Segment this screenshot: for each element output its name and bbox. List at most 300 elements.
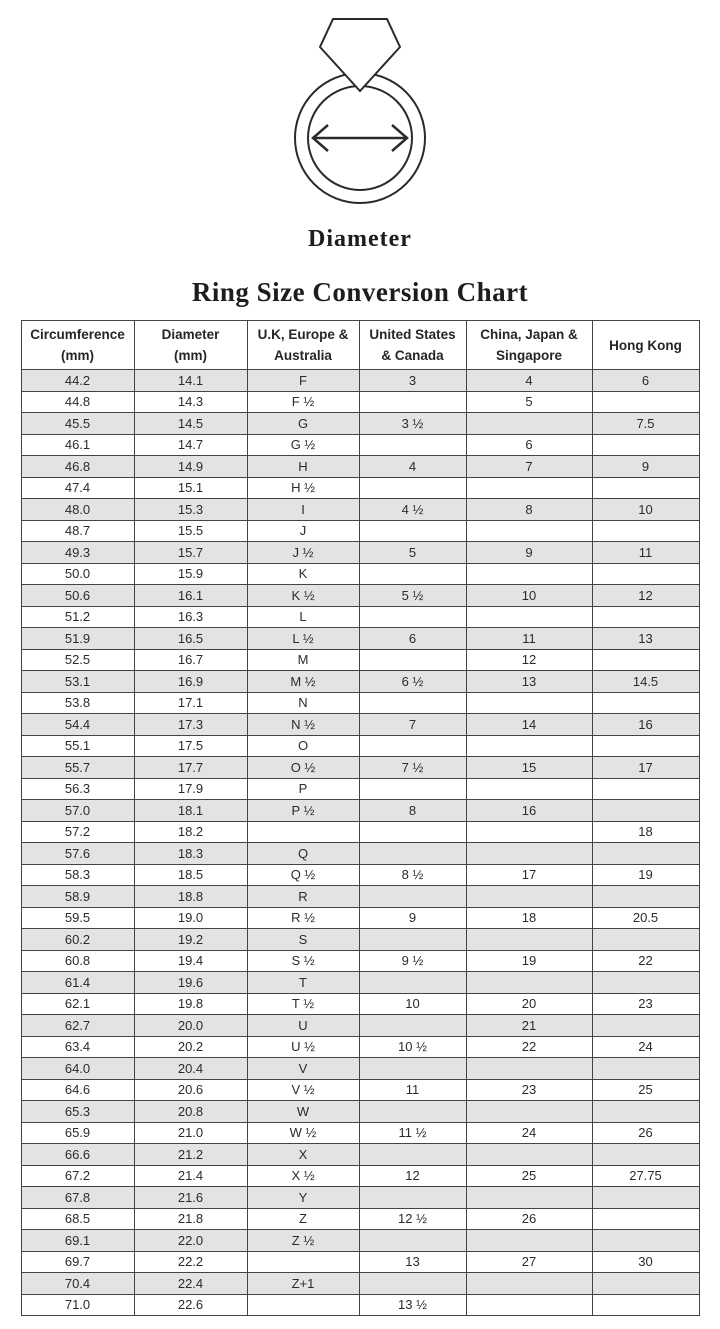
table-cell: 4 (466, 370, 592, 392)
table-cell: 69.1 (21, 1230, 134, 1252)
table-cell: 60.2 (21, 929, 134, 951)
table-cell: W (247, 1101, 359, 1123)
table-cell: 5 (359, 542, 466, 564)
table-cell: O ½ (247, 757, 359, 779)
table-cell (592, 778, 699, 800)
table-cell: 65.9 (21, 1122, 134, 1144)
table-cell: 59.5 (21, 907, 134, 929)
table-row (21, 1036, 699, 1058)
table-cell (592, 1230, 699, 1252)
table-cell: 7 (359, 714, 466, 736)
table-cell (359, 391, 466, 413)
table-cell: M ½ (247, 671, 359, 693)
table-cell: 21.6 (134, 1187, 247, 1209)
table-cell (592, 929, 699, 951)
table-cell: 12 ½ (359, 1208, 466, 1230)
table-row (21, 456, 699, 478)
table-cell: 9 (359, 907, 466, 929)
table-cell: U (247, 1015, 359, 1037)
table-row (21, 886, 699, 908)
table-cell (592, 1015, 699, 1037)
table-cell (592, 1294, 699, 1316)
table-row (21, 1273, 699, 1295)
table-cell: 19 (592, 864, 699, 886)
table-cell: 60.8 (21, 950, 134, 972)
table-cell: 10 (592, 499, 699, 521)
table-cell: 22.4 (134, 1273, 247, 1295)
table-cell: 16.7 (134, 649, 247, 671)
table-cell: 5 ½ (359, 585, 466, 607)
table-cell: 18.5 (134, 864, 247, 886)
table-cell: 26 (466, 1208, 592, 1230)
table-cell (466, 778, 592, 800)
table-cell: P ½ (247, 800, 359, 822)
table-cell: 14.7 (134, 434, 247, 456)
table-cell: 25 (592, 1079, 699, 1101)
table-cell: 18.1 (134, 800, 247, 822)
table-row (21, 950, 699, 972)
table-cell: 50.6 (21, 585, 134, 607)
table-cell: 19.2 (134, 929, 247, 951)
table-cell: 55.7 (21, 757, 134, 779)
table-cell (592, 1273, 699, 1295)
table-row (21, 1251, 699, 1273)
table-cell: 15.5 (134, 520, 247, 542)
table-row (21, 907, 699, 929)
table-cell: 10 (466, 585, 592, 607)
table-cell (592, 886, 699, 908)
table-row (21, 821, 699, 843)
column-header: Hong Kong (592, 321, 699, 370)
table-cell: 17.3 (134, 714, 247, 736)
table-cell (466, 929, 592, 951)
table-cell: 13 (592, 628, 699, 650)
table-cell: 20.2 (134, 1036, 247, 1058)
table-cell: 15 (466, 757, 592, 779)
table-row (21, 606, 699, 628)
table-header-row (21, 321, 699, 370)
table-cell (592, 520, 699, 542)
table-cell: 13 (466, 671, 592, 693)
table-cell (359, 520, 466, 542)
table-cell (466, 1058, 592, 1080)
table-cell: 10 (359, 993, 466, 1015)
table-cell: G ½ (247, 434, 359, 456)
table-cell: 15.9 (134, 563, 247, 585)
table-row (21, 370, 699, 392)
table-cell: T ½ (247, 993, 359, 1015)
table-cell: J (247, 520, 359, 542)
table-cell: S ½ (247, 950, 359, 972)
table-cell: W ½ (247, 1122, 359, 1144)
table-cell (466, 563, 592, 585)
table-cell (592, 1208, 699, 1230)
table-cell (592, 843, 699, 865)
table-cell: 22.2 (134, 1251, 247, 1273)
table-cell (466, 477, 592, 499)
table-cell (359, 1058, 466, 1080)
table-cell (466, 1101, 592, 1123)
table-cell: 18.8 (134, 886, 247, 908)
table-cell: 20.0 (134, 1015, 247, 1037)
table-cell: N (247, 692, 359, 714)
table-cell: 27 (466, 1251, 592, 1273)
table-cell: 57.2 (21, 821, 134, 843)
table-row (21, 1187, 699, 1209)
table-cell: 20.5 (592, 907, 699, 929)
ring-diameter-icon (285, 14, 435, 206)
table-cell (592, 434, 699, 456)
table-cell: 17.5 (134, 735, 247, 757)
page-title: Ring Size Conversion Chart (191, 277, 529, 307)
table-cell: P (247, 778, 359, 800)
table-cell: 24 (466, 1122, 592, 1144)
table-row (21, 585, 699, 607)
table-cell: 22.0 (134, 1230, 247, 1252)
table-cell: F (247, 370, 359, 392)
table-cell: R ½ (247, 907, 359, 929)
table-cell: 65.3 (21, 1101, 134, 1123)
table-cell: 70.4 (21, 1273, 134, 1295)
table-cell (592, 735, 699, 757)
table-cell: Z (247, 1208, 359, 1230)
table-cell: 68.5 (21, 1208, 134, 1230)
table-row (21, 628, 699, 650)
table-row (21, 993, 699, 1015)
table-row (21, 735, 699, 757)
table-cell: 18 (466, 907, 592, 929)
table-cell (466, 606, 592, 628)
table-cell: V ½ (247, 1079, 359, 1101)
table-cell (466, 1230, 592, 1252)
table-cell (359, 477, 466, 499)
table-cell: 25 (466, 1165, 592, 1187)
table-cell: R (247, 886, 359, 908)
table-cell: 19.4 (134, 950, 247, 972)
table-row (21, 1079, 699, 1101)
table-cell: 6 (359, 628, 466, 650)
table-cell: 26 (592, 1122, 699, 1144)
table-cell: 67.2 (21, 1165, 134, 1187)
table-row (21, 1122, 699, 1144)
table-cell (466, 972, 592, 994)
table-cell: 17.9 (134, 778, 247, 800)
table-cell: 27.75 (592, 1165, 699, 1187)
table-cell: 12 (466, 649, 592, 671)
table-cell: 58.3 (21, 864, 134, 886)
table-cell: 3 (359, 370, 466, 392)
table-cell (359, 735, 466, 757)
table-cell (592, 649, 699, 671)
column-header: United States & Canada (359, 321, 466, 370)
table-cell: Q (247, 843, 359, 865)
table-cell (592, 477, 699, 499)
table-cell: L ½ (247, 628, 359, 650)
table-cell (359, 1015, 466, 1037)
table-row (21, 864, 699, 886)
table-cell: 16.1 (134, 585, 247, 607)
table-cell: 15.3 (134, 499, 247, 521)
table-cell: 17.1 (134, 692, 247, 714)
table-cell: 63.4 (21, 1036, 134, 1058)
table-cell: 13 ½ (359, 1294, 466, 1316)
table-cell: 49.3 (21, 542, 134, 564)
table-cell: Q ½ (247, 864, 359, 886)
table-cell (359, 972, 466, 994)
table-cell (359, 1101, 466, 1123)
table-cell: X ½ (247, 1165, 359, 1187)
table-cell: 10 ½ (359, 1036, 466, 1058)
table-cell: 22 (592, 950, 699, 972)
table-cell (592, 692, 699, 714)
table-cell: 20.6 (134, 1079, 247, 1101)
table-cell: 23 (592, 993, 699, 1015)
table-cell: 12 (592, 585, 699, 607)
table-cell (466, 692, 592, 714)
table-cell: 16.9 (134, 671, 247, 693)
table-cell: 7.5 (592, 413, 699, 435)
table-cell: 8 (466, 499, 592, 521)
table-cell: 6 (466, 434, 592, 456)
table-cell: 11 ½ (359, 1122, 466, 1144)
table-cell (466, 1294, 592, 1316)
table-cell: 22 (466, 1036, 592, 1058)
table-cell: 5 (466, 391, 592, 413)
table-cell: S (247, 929, 359, 951)
table-cell: 8 (359, 800, 466, 822)
table-cell (466, 886, 592, 908)
table-cell: J ½ (247, 542, 359, 564)
table-cell: 9 (466, 542, 592, 564)
table-cell (592, 563, 699, 585)
table-cell: 20.4 (134, 1058, 247, 1080)
table-cell: 24 (592, 1036, 699, 1058)
table-cell: 52.5 (21, 649, 134, 671)
table-row (21, 1015, 699, 1037)
table-cell (466, 413, 592, 435)
table-cell: 62.7 (21, 1015, 134, 1037)
table-cell: I (247, 499, 359, 521)
table-cell: 46.1 (21, 434, 134, 456)
table-cell: 11 (592, 542, 699, 564)
table-cell (247, 1294, 359, 1316)
table-cell: 16.3 (134, 606, 247, 628)
table-cell: 18 (592, 821, 699, 843)
diameter-label: Diameter (308, 226, 412, 252)
table-cell: 61.4 (21, 972, 134, 994)
table-cell: 21.2 (134, 1144, 247, 1166)
table-cell: 19 (466, 950, 592, 972)
table-cell (359, 778, 466, 800)
table-cell: 15.1 (134, 477, 247, 499)
table-cell: 16.5 (134, 628, 247, 650)
table-cell: Y (247, 1187, 359, 1209)
table-cell: 7 (466, 456, 592, 478)
table-cell: 14.5 (134, 413, 247, 435)
table-cell: 51.2 (21, 606, 134, 628)
table-cell (359, 434, 466, 456)
table-cell: 16 (592, 714, 699, 736)
table-row (21, 1165, 699, 1187)
table-cell: 6 (592, 370, 699, 392)
table-cell: X (247, 1144, 359, 1166)
table-cell: 64.6 (21, 1079, 134, 1101)
table-cell: 8 ½ (359, 864, 466, 886)
table-cell: 7 ½ (359, 757, 466, 779)
table-cell: 47.4 (21, 477, 134, 499)
table-cell: 64.0 (21, 1058, 134, 1080)
table-cell (466, 1187, 592, 1209)
table-cell: 19.0 (134, 907, 247, 929)
table-row (21, 671, 699, 693)
table-row (21, 391, 699, 413)
table-cell (359, 1187, 466, 1209)
table-cell: 30 (592, 1251, 699, 1273)
table-cell: 53.8 (21, 692, 134, 714)
table-row (21, 1208, 699, 1230)
table-cell: 67.8 (21, 1187, 134, 1209)
table-cell (592, 391, 699, 413)
table-cell (359, 649, 466, 671)
table-row (21, 972, 699, 994)
table-cell: 55.1 (21, 735, 134, 757)
table-cell: 13 (359, 1251, 466, 1273)
table-cell: F ½ (247, 391, 359, 413)
table-cell: 54.4 (21, 714, 134, 736)
table-cell: 15.7 (134, 542, 247, 564)
table-row (21, 692, 699, 714)
table-row (21, 1230, 699, 1252)
table-row (21, 778, 699, 800)
table-cell: N ½ (247, 714, 359, 736)
table-cell (359, 1273, 466, 1295)
table-cell: 12 (359, 1165, 466, 1187)
table-cell (359, 606, 466, 628)
table-row (21, 477, 699, 499)
table-cell: 4 (359, 456, 466, 478)
table-cell: 46.8 (21, 456, 134, 478)
table-row (21, 1294, 699, 1316)
table-cell: 56.3 (21, 778, 134, 800)
table-cell: 21.8 (134, 1208, 247, 1230)
table-cell (466, 843, 592, 865)
table-row (21, 499, 699, 521)
table-row (21, 434, 699, 456)
table-cell: 48.7 (21, 520, 134, 542)
table-cell: 57.6 (21, 843, 134, 865)
table-cell: M (247, 649, 359, 671)
table-cell: 11 (359, 1079, 466, 1101)
table-cell: 44.8 (21, 391, 134, 413)
diameter-arrow-icon (313, 125, 407, 151)
table-row (21, 1101, 699, 1123)
table-row (21, 520, 699, 542)
table-cell: 21 (466, 1015, 592, 1037)
table-cell: 23 (466, 1079, 592, 1101)
table-row (21, 714, 699, 736)
table-cell: 58.9 (21, 886, 134, 908)
table-cell: 20 (466, 993, 592, 1015)
table-cell: Z ½ (247, 1230, 359, 1252)
table-cell: 11 (466, 628, 592, 650)
table-row (21, 563, 699, 585)
table-cell: 51.9 (21, 628, 134, 650)
table-cell: 22.6 (134, 1294, 247, 1316)
table-cell: 57.0 (21, 800, 134, 822)
table-cell: 69.7 (21, 1251, 134, 1273)
table-cell: 62.1 (21, 993, 134, 1015)
table-cell (359, 692, 466, 714)
table-cell: 4 ½ (359, 499, 466, 521)
table-cell: 17 (592, 757, 699, 779)
table-cell (592, 606, 699, 628)
table-row (21, 1144, 699, 1166)
table-cell: 18.2 (134, 821, 247, 843)
table-cell: Z+1 (247, 1273, 359, 1295)
table-cell: 50.0 (21, 563, 134, 585)
table-cell (466, 1273, 592, 1295)
table-cell: 9 ½ (359, 950, 466, 972)
table-cell: 48.0 (21, 499, 134, 521)
table-cell: O (247, 735, 359, 757)
table-cell: 3 ½ (359, 413, 466, 435)
ring-size-conversion-table (21, 320, 700, 1316)
table-cell: 21.0 (134, 1122, 247, 1144)
table-row (21, 649, 699, 671)
table-cell: 14.1 (134, 370, 247, 392)
table-row (21, 843, 699, 865)
table-cell: K ½ (247, 585, 359, 607)
table-cell: K (247, 563, 359, 585)
table-cell (359, 563, 466, 585)
table-cell: G (247, 413, 359, 435)
table-cell (359, 843, 466, 865)
table-cell: 18.3 (134, 843, 247, 865)
table-cell (247, 1251, 359, 1273)
table-cell (359, 821, 466, 843)
table-cell: 44.2 (21, 370, 134, 392)
table-row (21, 929, 699, 951)
column-header: Diameter (mm) (134, 321, 247, 370)
table-cell (359, 886, 466, 908)
table-row (21, 413, 699, 435)
table-cell: 53.1 (21, 671, 134, 693)
table-cell: 17 (466, 864, 592, 886)
table-cell (592, 1187, 699, 1209)
table-cell: 14.3 (134, 391, 247, 413)
table-cell: 20.8 (134, 1101, 247, 1123)
table-cell: H (247, 456, 359, 478)
table-cell (466, 821, 592, 843)
table-cell: 14.5 (592, 671, 699, 693)
table-cell: V (247, 1058, 359, 1080)
table-cell (359, 1230, 466, 1252)
table-cell (592, 800, 699, 822)
table-cell: 19.6 (134, 972, 247, 994)
table-cell: 17.7 (134, 757, 247, 779)
table-cell: 6 ½ (359, 671, 466, 693)
table-cell: H ½ (247, 477, 359, 499)
table-cell (592, 1058, 699, 1080)
table-cell: T (247, 972, 359, 994)
table-cell: 19.8 (134, 993, 247, 1015)
table-row (21, 1058, 699, 1080)
table-cell: 71.0 (21, 1294, 134, 1316)
table-cell (592, 1101, 699, 1123)
table-row (21, 542, 699, 564)
ring-icon-container (0, 0, 720, 206)
table-cell (592, 972, 699, 994)
